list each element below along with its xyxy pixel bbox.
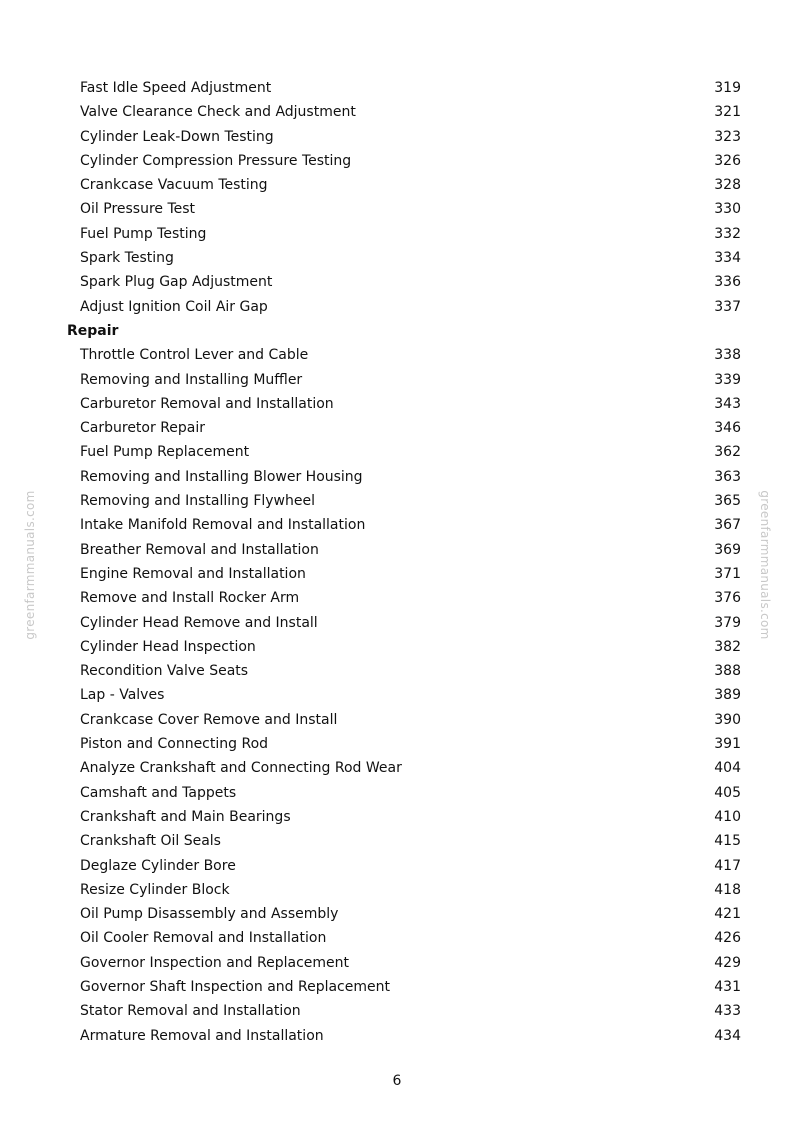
- toc-entry-title: Piston and Connecting Rod: [80, 736, 269, 753]
- toc-entry: [0, 368, 794, 392]
- toc-entry: [0, 270, 794, 294]
- toc-entry-page: 365: [714, 493, 741, 510]
- toc-entry-title: Removing and Installing Flywheel: [80, 493, 315, 510]
- toc-entry-page: 323: [714, 128, 741, 145]
- toc-entry-title: Cylinder Head Inspection: [80, 638, 256, 655]
- toc-entry-title: Cylinder Leak-Down Testing: [80, 128, 274, 145]
- table-of-contents: [0, 76, 794, 1048]
- toc-entry: [0, 975, 794, 999]
- watermark-left: greenfarmmanuals.com: [23, 490, 37, 640]
- watermark-right: greenfarmmanuals.com: [758, 490, 772, 640]
- toc-entry-page: 391: [714, 736, 741, 753]
- toc-entry: [0, 295, 794, 319]
- toc-entry-page: 415: [714, 833, 741, 850]
- toc-entry-title: Governor Inspection and Replacement: [80, 954, 350, 971]
- toc-entry-page: 371: [714, 565, 741, 582]
- toc-entry: [0, 562, 794, 586]
- page-number: 6: [392, 1073, 402, 1089]
- toc-entry-title: Cylinder Head Remove and Install: [80, 614, 318, 631]
- toc-entry: [0, 489, 794, 513]
- toc-entry-title: Carburetor Removal and Installation: [80, 395, 334, 412]
- toc-entry: [0, 1024, 794, 1048]
- toc-entry-page: 421: [714, 906, 741, 923]
- toc-entry-title: Fuel Pump Replacement: [80, 444, 250, 461]
- toc-entry-title: Lap - Valves: [80, 687, 165, 704]
- toc-entry-title: Crankshaft and Main Bearings: [80, 808, 291, 825]
- toc-entry-page: 405: [714, 784, 741, 801]
- toc-entry: [0, 732, 794, 756]
- toc-entry-title: Cylinder Compression Pressure Testing: [80, 152, 352, 169]
- toc-entry: [0, 513, 794, 537]
- toc-entry-page: 433: [714, 1003, 741, 1020]
- toc-entry-page: 369: [714, 541, 741, 558]
- toc-entry-page: 389: [714, 687, 741, 704]
- toc-entry: [0, 926, 794, 950]
- toc-entry-page: 379: [714, 614, 741, 631]
- toc-entry-title: Analyze Crankshaft and Connecting Rod Wear: [80, 760, 402, 777]
- toc-entry-title: Repair: [67, 322, 119, 339]
- toc-entry-title: Removing and Installing Blower Housing: [80, 468, 363, 485]
- toc-entry: [0, 659, 794, 683]
- toc-entry-page: 330: [714, 201, 741, 218]
- toc-entry: [0, 197, 794, 221]
- toc-entry-page: 390: [714, 711, 741, 728]
- toc-entry-page: 343: [714, 395, 741, 412]
- toc-entry-title: Oil Cooler Removal and Installation: [80, 930, 327, 947]
- toc-entry: [0, 756, 794, 780]
- toc-entry: [0, 222, 794, 246]
- toc-entry-title: Deglaze Cylinder Bore: [80, 857, 236, 874]
- toc-entry: [0, 878, 794, 902]
- toc-entry: [0, 805, 794, 829]
- toc-entry-title: Fast Idle Speed Adjustment: [80, 80, 272, 96]
- toc-entry-page: 388: [714, 663, 741, 680]
- toc-entry-page: 431: [714, 978, 741, 995]
- toc-entry-page: 376: [714, 590, 741, 607]
- toc-entry-page: 362: [714, 444, 741, 461]
- toc-entry: [0, 125, 794, 149]
- toc-entry-page: 382: [714, 638, 741, 655]
- toc-entry: [0, 173, 794, 197]
- toc-entry-title: Throttle Control Lever and Cable: [80, 347, 309, 364]
- toc-entry: [0, 902, 794, 926]
- toc-entry-page: 426: [714, 930, 741, 947]
- toc-entry: [0, 76, 794, 100]
- toc-entry-page: 339: [714, 371, 741, 388]
- toc-entry-title: Armature Removal and Installation: [80, 1027, 324, 1044]
- toc-entry: [0, 635, 794, 659]
- toc-entry: [0, 392, 794, 416]
- toc-entry: [0, 343, 794, 367]
- toc-entry-page: 410: [714, 808, 741, 825]
- toc-entry-title: Carburetor Repair: [80, 420, 206, 437]
- toc-entry-title: Valve Clearance Check and Adjustment: [80, 104, 356, 121]
- toc-entry: [0, 149, 794, 173]
- toc-entry-page: 332: [714, 225, 741, 242]
- toc-entry-title: Stator Removal and Installation: [80, 1003, 301, 1020]
- toc-entry-title: Oil Pump Disassembly and Assembly: [80, 906, 339, 923]
- toc-entry-title: Spark Plug Gap Adjustment: [80, 274, 273, 291]
- toc-entry: [0, 999, 794, 1023]
- toc-entry-title: Camshaft and Tappets: [80, 784, 237, 801]
- toc-entry: [0, 416, 794, 440]
- toc-entry-page: 429: [714, 954, 741, 971]
- toc-entry-title: Breather Removal and Installation: [80, 541, 319, 558]
- toc-entry-page: 346: [714, 420, 741, 437]
- toc-entry-title: Adjust Ignition Coil Air Gap: [80, 298, 268, 315]
- toc-entry-title: Crankcase Vacuum Testing: [80, 177, 268, 194]
- toc-entry: [0, 951, 794, 975]
- toc-entry-title: Crankcase Cover Remove and Install: [80, 711, 338, 728]
- toc-entry-page: 367: [714, 517, 741, 534]
- toc-entry-title: Crankshaft Oil Seals: [80, 833, 221, 850]
- toc-entry-title: Engine Removal and Installation: [80, 565, 306, 582]
- toc-entry-title: Spark Testing: [80, 250, 174, 267]
- toc-entry-page: 326: [714, 152, 741, 169]
- toc-entry-page: 338: [714, 347, 741, 364]
- toc-entry: [0, 100, 794, 124]
- toc-entry-page: 334: [714, 250, 741, 267]
- toc-entry-page: 336: [714, 274, 741, 291]
- toc-entry-page: 417: [714, 857, 741, 874]
- toc-entry-title: Recondition Valve Seats: [80, 663, 249, 680]
- toc-entry: [0, 586, 794, 610]
- toc-entry: [0, 246, 794, 270]
- toc-entry-page: 337: [714, 298, 741, 315]
- toc-entry-page: 319: [714, 80, 741, 96]
- toc-entry: [0, 854, 794, 878]
- toc-entry: [0, 538, 794, 562]
- toc-entry-page: 328: [714, 177, 741, 194]
- toc-entry-title: Remove and Install Rocker Arm: [80, 590, 300, 607]
- toc-entry: [0, 781, 794, 805]
- toc-entry-title: Governor Shaft Inspection and Replacement: [80, 978, 390, 995]
- toc-section-heading: [0, 319, 794, 343]
- toc-entry-title: Fuel Pump Testing: [80, 225, 207, 242]
- toc-entry-page: 363: [714, 468, 741, 485]
- toc-entry: [0, 611, 794, 635]
- toc-entry-page: 321: [714, 104, 741, 121]
- toc-entry-title: Resize Cylinder Block: [80, 881, 230, 898]
- toc-entry-page: 418: [714, 881, 741, 898]
- toc-entry: [0, 829, 794, 853]
- toc-entry: [0, 683, 794, 707]
- toc-entry: [0, 708, 794, 732]
- toc-entry-page: 404: [714, 760, 741, 777]
- toc-entry-title: Intake Manifold Removal and Installation: [80, 517, 366, 534]
- toc-entry: [0, 440, 794, 464]
- toc-entry-title: Removing and Installing Muffler: [80, 371, 303, 388]
- toc-entry-page: 434: [714, 1027, 741, 1044]
- toc-entry: [0, 465, 794, 489]
- toc-entry-title: Oil Pressure Test: [80, 201, 196, 218]
